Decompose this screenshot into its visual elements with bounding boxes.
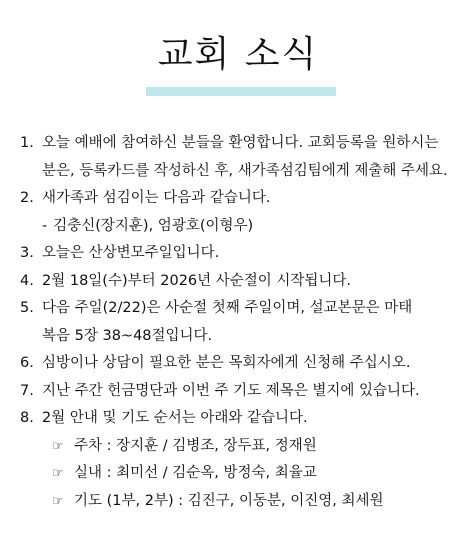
item-number: 3. (20, 245, 34, 261)
schedule-row-parking (42, 433, 476, 461)
item-text: 다음 주일(2/22)은 사순절 첫째 주일이며, 설교본문은 마태 (42, 300, 413, 316)
item-number: 1. (20, 135, 34, 151)
news-item-4 (20, 268, 476, 296)
item-text: 2월 18일(수)부터 2026년 사순절이 시작됩니다. (42, 272, 352, 289)
item-subline (42, 213, 476, 241)
pointing-hand-icon: ☞ (52, 438, 64, 454)
title-highlight-bar (146, 87, 336, 96)
item-number: 5. (20, 300, 34, 316)
schedule-text: 실내 : 최미선 / 김순옥, 방정숙, 최율교 (74, 465, 317, 481)
item-text: 복음 5장 38~48절입니다. (42, 327, 213, 344)
news-item-2 (20, 185, 476, 240)
item-number: 4. (20, 272, 34, 289)
dash-marker: - (42, 217, 48, 234)
schedule-row-prayer (42, 488, 476, 516)
item-text: 분은, 등록카드를 작성하신 후, 새가족섬김팀에게 제출해 주세요. (42, 162, 448, 179)
schedule-row-indoor (42, 460, 476, 488)
item-number: 6. (20, 355, 34, 371)
news-item-1 (20, 130, 476, 185)
title-container (0, 30, 476, 80)
item-text: 오늘은 산상변모주일입니다. (42, 245, 220, 261)
item-number: 2. (20, 190, 34, 206)
item-number: 7. (20, 382, 34, 399)
news-item-7 (20, 378, 476, 406)
item-text: 새가족과 섬김이는 다음과 같습니다. (42, 190, 271, 206)
news-item-5 (20, 295, 476, 350)
page-title: 교회 소식 (157, 34, 319, 75)
news-item-3 (20, 240, 476, 268)
item-text: 2월 안내 및 기도 순서는 아래와 같습니다. (42, 410, 308, 426)
item-number: 8. (20, 410, 34, 426)
pointing-hand-icon: ☞ (52, 493, 64, 509)
schedule-text: 주차 : 장지훈 / 김병조, 장두표, 정재원 (74, 437, 317, 454)
item-text: 지난 주간 헌금명단과 이번 주 기도 제목은 별지에 있습니다. (42, 382, 420, 399)
news-item-8 (20, 405, 476, 515)
item-text: 심방이나 상담이 필요한 분은 목회자에게 신청해 주십시오. (42, 355, 411, 371)
item-text: 오늘 예배에 참여하신 분들을 환영합니다. 교회등록을 원하시는 (42, 135, 439, 151)
item-subtext: 김충신(장지훈), 엄광호(이형우) (53, 217, 254, 234)
pointing-hand-icon: ☞ (52, 466, 64, 481)
schedule-text: 기도 (1부, 2부) : 김진구, 이동분, 이진영, 최세원 (74, 492, 384, 509)
news-list (20, 130, 476, 515)
news-item-6 (20, 350, 476, 378)
